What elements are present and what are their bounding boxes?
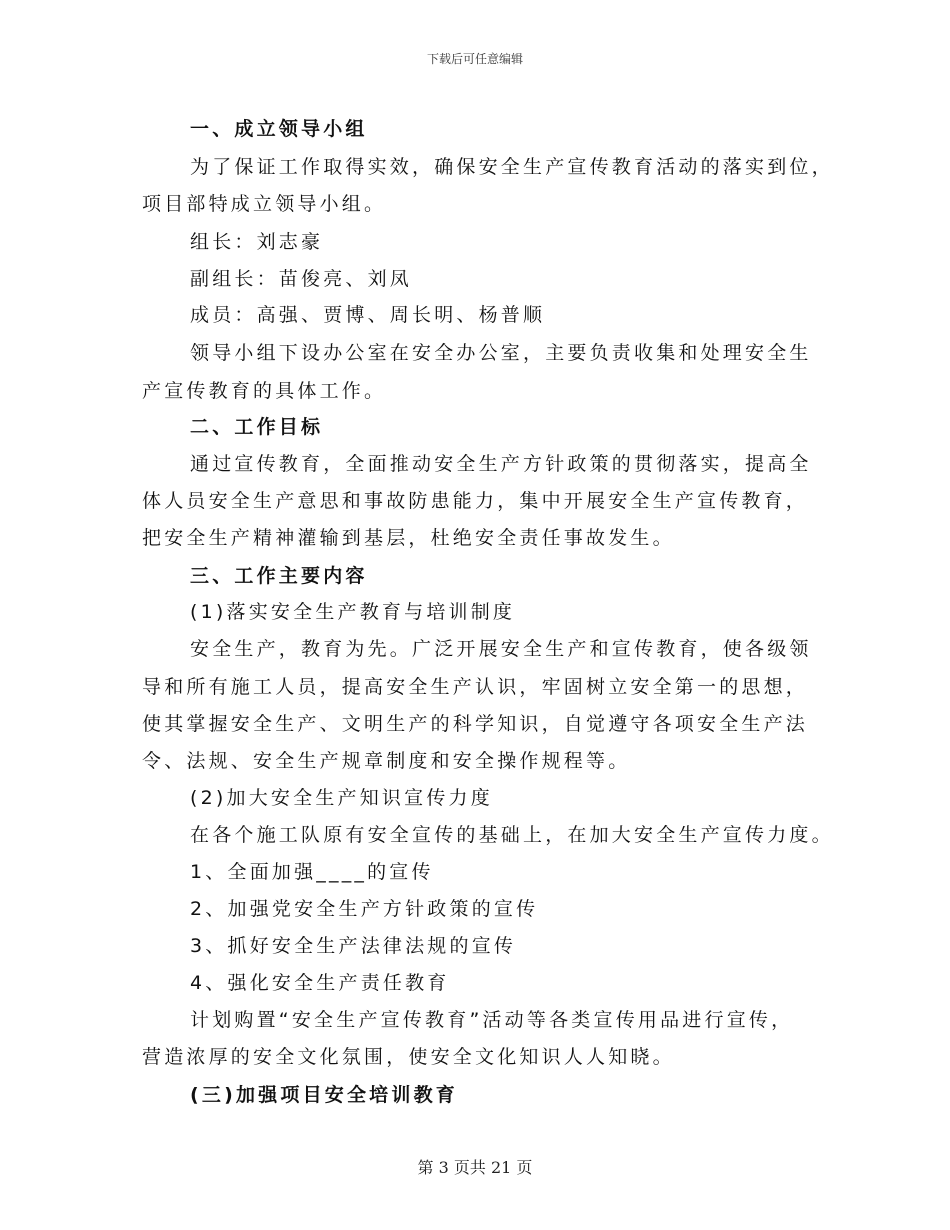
paragraph-line: 在各个施工队原有安全宣传的基础上，在加大安全生产宣传力度。: [190, 824, 834, 846]
paragraph-line: 通过宣传教育，全面推动安全生产方针政策的贯彻落实，提高全: [190, 453, 812, 475]
members-line: 成员：高强、贾博、周长明、杨普顺: [190, 304, 546, 326]
section-heading-3: 三、工作主要内容: [190, 565, 368, 587]
paragraph-line: 领导小组下设办公室在安全办公室，主要负责收集和处理安全生: [190, 342, 812, 364]
subsection-heading-1: (1)落实安全生产教育与培训制度: [190, 601, 516, 623]
subsection-heading-2: (2)加大安全生产知识宣传力度: [190, 787, 493, 809]
paragraph-line: 营造浓厚的安全文化氛围，使安全文化知识人人知晓。: [142, 1046, 675, 1068]
paragraph-line: 安全生产，教育为先。广泛开展安全生产和宣传教育，使各级领: [190, 638, 812, 660]
section-heading-2: 二、工作目标: [190, 416, 324, 438]
paragraph-line: 产宣传教育的具体工作。: [142, 380, 387, 402]
list-item: 4、强化安全生产责任教育: [190, 972, 450, 994]
paragraph-line: 项目部特成立领导小组。: [142, 193, 387, 215]
page-footer: 第 3 页共 21 页: [417, 1158, 533, 1177]
paragraph-line: 把安全生产精神灌输到基层，杜绝安全责任事故发生。: [142, 527, 675, 549]
list-item: 2、加强党安全生产方针政策的宣传: [190, 898, 539, 920]
section-heading-1: 一、成立领导小组: [190, 118, 368, 140]
vice-leader-line: 副组长：苗俊亮、刘凤: [190, 268, 413, 290]
list-item: 1、全面加强____的宣传: [190, 861, 434, 883]
list-item: 3、抓好安全生产法律法规的宣传: [190, 935, 517, 957]
paragraph-line: 体人员安全生产意思和事故防患能力，集中开展安全生产宣传教育，: [142, 490, 809, 512]
paragraph-line: 令、法规、安全生产规章制度和安全操作规程等。: [142, 750, 631, 772]
paragraph-line: 使其掌握安全生产、文明生产的科学知识，自觉遵守各项安全生产法: [142, 713, 809, 735]
paragraph-line: 导和所有施工人员，提高安全生产认识，牢固树立安全第一的思想，: [142, 676, 809, 698]
page-header: 下载后可任意编辑: [426, 52, 523, 66]
subsection-heading-3: (三)加强项目安全培训教育: [190, 1084, 458, 1106]
paragraph-line: 计划购置“安全生产宣传教育”活动等各类宣传用品进行宣传，: [190, 1009, 794, 1031]
leader-line: 组长：刘志豪: [190, 231, 324, 253]
paragraph-line: 为了保证工作取得实效，确保安全生产宣传教育活动的落实到位，: [190, 156, 834, 178]
